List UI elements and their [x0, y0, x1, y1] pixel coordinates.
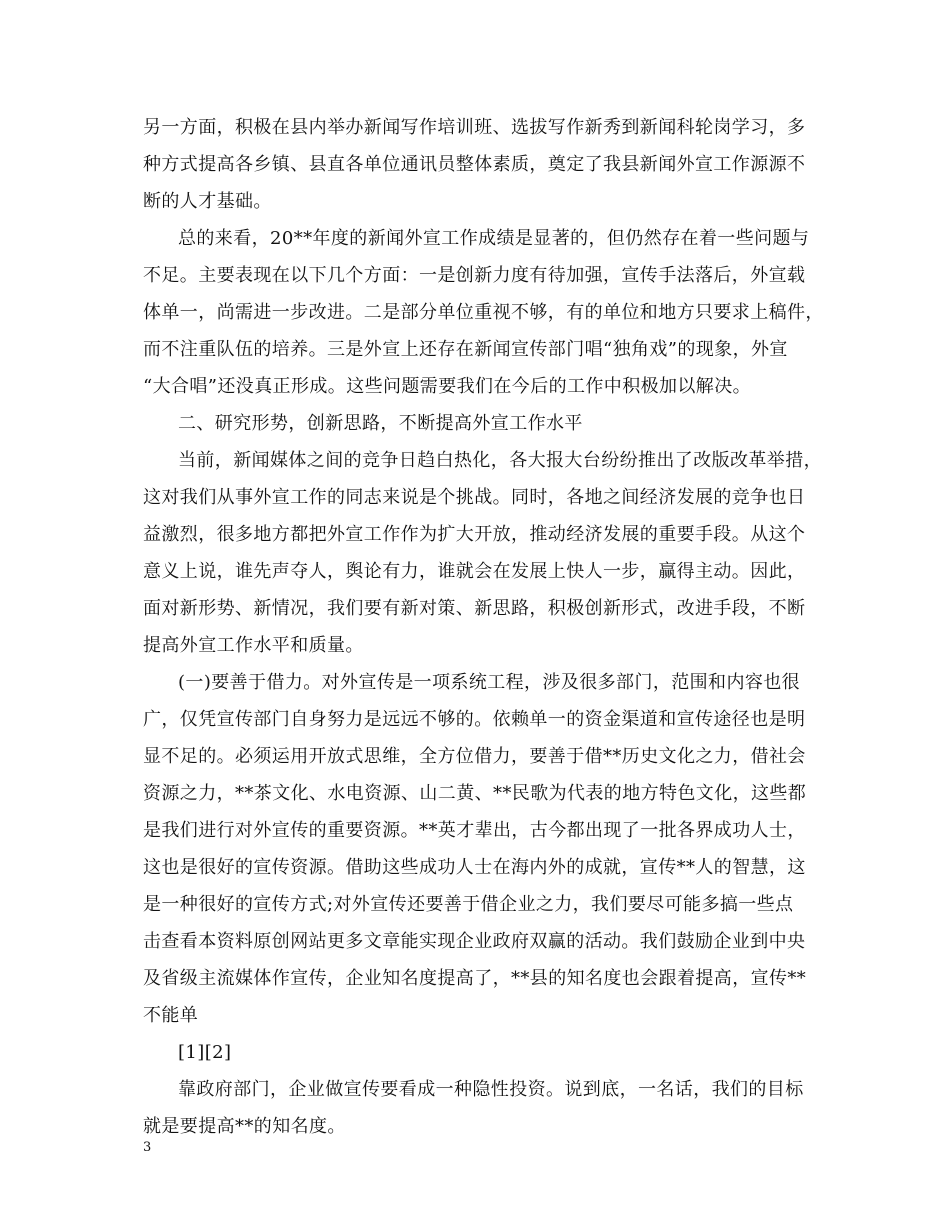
section-heading: 二、研究形势，创新思路，不断提高外宣工作水平 [178, 413, 583, 434]
text-line: 及省级主流媒体作宣传，企业知名度提高了，**县的知名度也会跟着提高，宣传** [143, 968, 807, 989]
text-line: 是我们进行对外宣传的重要资源。**英才辈出，古今都出现了一批各界成功人士， [143, 820, 806, 841]
text-line: 总的来看，20**年度的新闻外宣工作成绩是显著的，但仍然存在着一些问题与 [178, 228, 810, 249]
text-line: 意义上说，谁先声夺人，舆论有力，谁就会在发展上快人一步，赢得主动。因此， [143, 561, 806, 582]
text-line: 面对新形势、新情况，我们要有新对策、新思路，积极创新形式，改进手段，不断 [143, 598, 806, 619]
text-line: 体单一，尚需进一步改进。二是部分单位重视不够，有的单位和地方只要求上稿件， [143, 302, 824, 323]
text-line: 这也是很好的宣传资源。借助这些成功人士在海内外的成就，宣传**人的智慧，这 [143, 857, 806, 878]
text-line: 而不注重队伍的培养。三是外宣上还存在新闻宣传部门唱“独角戏”的现象，外宣 [143, 339, 788, 360]
text-line: 当前，新闻媒体之间的竞争日趋白热化，各大报大台纷纷推出了改版改革举措， [178, 450, 822, 471]
text-line: 种方式提高各乡镇、县直各单位通讯员整体素质，奠定了我县新闻外宣工作源源不 [143, 154, 806, 175]
text-line: 是一种很好的宣传方式;对外宣传还要善于借企业之力，我们要尽可能多搞一些点 [143, 894, 794, 915]
text-line: 断的人才基础。 [143, 191, 272, 212]
text-line: 益激烈，很多地方都把外宣工作作为扩大开放，推动经济发展的重要手段。从这个 [143, 524, 806, 545]
text-line: 击查看本资料原创网站更多文章能实现企业政府双赢的活动。我们鼓励企业到中央 [143, 931, 806, 952]
text-line: 不足。主要表现在以下几个方面：一是创新力度有待加强，宣传手法落后，外宣载 [143, 265, 806, 286]
text-line: 另一方面，积极在县内举办新闻写作培训班、选拔写作新秀到新闻科轮岗学习，多 [143, 117, 806, 138]
text-line: 广，仅凭宣传部门自身努力是远远不够的。依赖单一的资金渠道和宣传途径也是明 [143, 709, 806, 730]
text-line: 这对我们从事外宣工作的同志来说是个挑战。同时，各地之间经济发展的竞争也日 [143, 487, 806, 508]
page-links[interactable]: [1][2] [178, 1042, 232, 1063]
text-line: (一)要善于借力。对外宣传是一项系统工程，涉及很多部门，范围和内容也很 [178, 672, 801, 693]
page-number: 3 [143, 1140, 152, 1155]
text-line: 靠政府部门，企业做宣传要看成一种隐性投资。说到底，一名话，我们的目标 [178, 1079, 804, 1100]
text-line: 就是要提高**的知名度。 [143, 1116, 346, 1137]
text-line: “大合唱”还没真正形成。这些问题需要我们在今后的工作中积极加以解决。 [143, 376, 752, 397]
text-line: 不能单 [143, 1005, 199, 1026]
text-line: 提高外宣工作水平和质量。 [143, 635, 364, 656]
text-line: 显不足的。必须运用开放式思维，全方位借力，要善于借**历史文化之力，借社会 [143, 746, 806, 767]
text-line: 资源之力，**茶文化、水电资源、山二黄、**民歌为代表的地方特色文化，这些都 [143, 783, 807, 804]
